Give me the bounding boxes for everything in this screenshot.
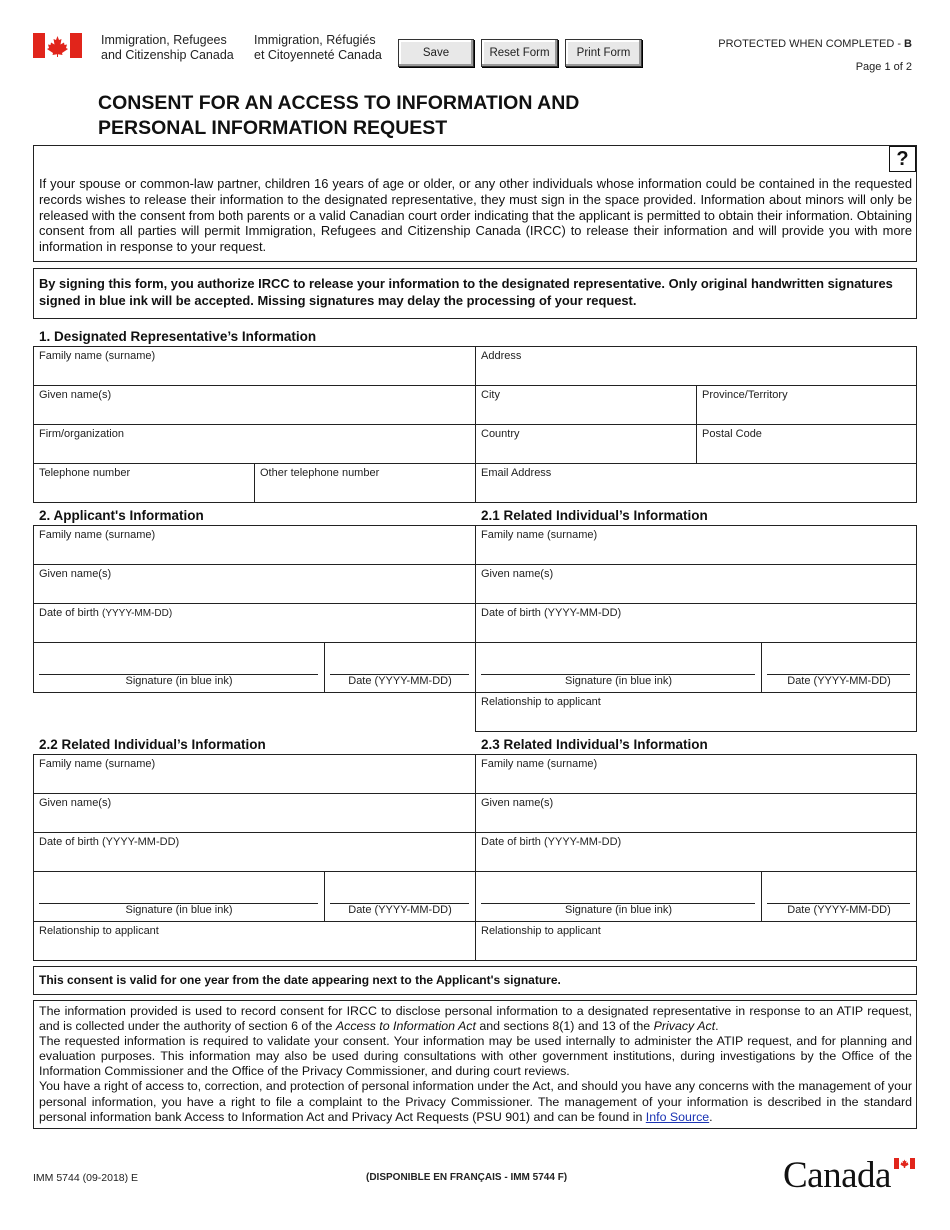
field-label: Telephone number: [39, 467, 131, 479]
department-name-english: [101, 33, 234, 63]
field-label: Province/Territory: [702, 389, 788, 401]
field-label: Date (YYYY-MM-DD): [787, 904, 891, 916]
privacy-text: The information provided is used to record consent for IRCC to disclose personal information to a designated representative in response to an ATIP request, and is collected under the authority of section 6 of the: [39, 1004, 912, 1034]
applicant-signature-date-field[interactable]: [324, 642, 476, 693]
field-label: Given name(s): [481, 568, 554, 580]
rep-city-input[interactable]: [480, 405, 692, 421]
validity-text: This consent is valid for one year from the date appearing next to the Applicant's signature.: [39, 973, 561, 987]
dob-label: Date of birth: [39, 607, 99, 619]
department-name-french: [254, 33, 382, 63]
applicant-signature-field[interactable]: [33, 642, 325, 693]
field-label: Date (YYYY-MM-DD): [787, 675, 891, 687]
act-name: Privacy Act: [653, 1019, 716, 1034]
field-label: Postal Code: [702, 428, 762, 440]
privacy-paragraph-1: [39, 1004, 912, 1034]
field-label: Family name (surname): [481, 758, 598, 770]
rep-given-names-input[interactable]: [38, 405, 471, 421]
rel1-signature-date-field[interactable]: [761, 642, 917, 693]
field-label: Family name (surname): [39, 350, 156, 362]
field-label: Family name (surname): [39, 758, 156, 770]
form-code: IMM 5744 (09-2018) E: [33, 1172, 139, 1184]
field-label: City: [481, 389, 500, 401]
applicant-given-names-input[interactable]: [38, 584, 471, 600]
rel3-signature-date-field[interactable]: [761, 871, 917, 922]
rep-email-input[interactable]: [480, 483, 912, 499]
protected-level: B: [904, 38, 912, 50]
dept-en-line1: Immigration, Refugees: [101, 33, 227, 47]
field-label: Date of birth (YYYY-MM-DD): [481, 836, 622, 848]
rep-postal-code-field[interactable]: [696, 424, 917, 464]
help-button[interactable]: ?: [889, 146, 916, 172]
rep-country-field[interactable]: [475, 424, 697, 464]
field-label: Firm/organization: [39, 428, 124, 440]
rel3-given-names-input[interactable]: [480, 813, 912, 829]
canada-flag-logo: [33, 33, 82, 58]
privacy-text: .: [715, 1019, 719, 1034]
rep-address-input[interactable]: [480, 366, 912, 382]
field-label: Other telephone number: [260, 467, 380, 479]
rep-family-name-input[interactable]: [38, 366, 471, 382]
rep-telephone-input[interactable]: [38, 483, 250, 499]
applicant-dob-field[interactable]: [33, 603, 476, 643]
rel1-family-name-field[interactable]: [475, 525, 917, 565]
field-label: Date (YYYY-MM-DD): [348, 904, 452, 916]
field-label: Country: [481, 428, 520, 440]
rel2-given-names-field[interactable]: [33, 793, 476, 833]
field-label: Signature (in blue ink): [125, 904, 233, 916]
field-label: Date of birth (YYYY-MM-DD): [481, 607, 622, 619]
rel1-family-name-input[interactable]: [480, 545, 912, 561]
wordmark-flag-icon: [894, 1158, 915, 1169]
applicant-dob-input[interactable]: [38, 623, 471, 639]
rep-city-field[interactable]: [475, 385, 697, 425]
rel3-dob-input[interactable]: [480, 852, 912, 868]
applicant-given-names-field[interactable]: [33, 564, 476, 604]
privacy-text: You have a right of access to, correction, and protection of personal information under the Act, and should you have any concerns with the management of your personal information, you have a right to file a complaint to the Privacy Commissioner. The management of your information is described in the standard personal information bank Access to Information Act and Privacy Act Requests (PSU 901) and can be found in: [39, 1079, 912, 1124]
form-title-line1: CONSENT FOR AN ACCESS TO INFORMATION AND: [98, 92, 580, 114]
field-label: Signature (in blue ink): [564, 675, 672, 687]
rep-email-field[interactable]: [475, 463, 917, 503]
reset-form-button[interactable]: Reset Form: [481, 39, 558, 67]
privacy-text: .: [709, 1109, 713, 1124]
rel2-family-name-input[interactable]: [38, 774, 471, 790]
protected-label: PROTECTED WHEN COMPLETED -: [718, 38, 905, 50]
field-label: Given name(s): [39, 797, 112, 809]
rep-family-name-field[interactable]: [33, 346, 476, 386]
rel3-signature-field[interactable]: [475, 871, 762, 922]
rel1-given-names-field[interactable]: [475, 564, 917, 604]
rel1-given-names-input[interactable]: [480, 584, 912, 600]
section1-heading: 1. Designated Representative’s Information: [39, 329, 317, 344]
field-label: Signature (in blue ink): [564, 904, 672, 916]
rel3-family-name-input[interactable]: [480, 774, 912, 790]
rel3-family-name-field[interactable]: [475, 754, 917, 794]
intro-text: If your spouse or common-law partner, children 16 years of age or older, or any other individuals whose information could be contained in the requested records wishes to release their information to the designated representative, they must sign in the space provided. Information about minors will only be released with the consent from both parents or a valid Canadian court order indicating that the applicant is permitted to obtain their information. Obtaining consent from all parties will permit Immigration, Refugees and Citizenship Canada (IRCC) to release their information and will provide you with more information in response to your request.: [39, 176, 912, 255]
rel2-signature-date-field[interactable]: [324, 871, 476, 922]
dob-format-label: (YYYY-MM-DD): [101, 608, 173, 619]
rel1-relationship-input[interactable]: [480, 712, 912, 728]
rel1-relationship-field[interactable]: [475, 692, 917, 732]
dept-fr-line1: Immigration, Réfugiés: [254, 33, 376, 47]
rep-given-names-field[interactable]: [33, 385, 476, 425]
save-button[interactable]: Save: [398, 39, 474, 67]
applicant-family-name-field[interactable]: [33, 525, 476, 565]
rel2-relationship-field[interactable]: [33, 921, 476, 961]
field-label: Signature (in blue ink): [125, 675, 233, 687]
rep-other-telephone-input[interactable]: [259, 483, 471, 499]
print-form-button[interactable]: Print Form: [565, 39, 642, 67]
section22-heading: 2.2 Related Individual’s Information: [39, 737, 266, 752]
form-title: [98, 91, 579, 141]
field-label: Email Address: [481, 467, 552, 479]
rep-firm-input[interactable]: [38, 444, 471, 460]
rel1-signature-field[interactable]: [475, 642, 762, 693]
section23-heading: 2.3 Related Individual’s Information: [481, 737, 708, 752]
rep-postal-code-input[interactable]: [701, 444, 912, 460]
rel1-dob-input[interactable]: [480, 623, 912, 639]
field-label: Given name(s): [39, 389, 112, 401]
field-label: [39, 607, 172, 619]
applicant-family-name-input[interactable]: [38, 545, 471, 561]
rel3-dob-field[interactable]: [475, 832, 917, 872]
field-label: Relationship to applicant: [39, 925, 159, 937]
dept-en-line2: and Citizenship Canada: [101, 48, 234, 62]
field-label: Relationship to applicant: [481, 925, 601, 937]
protected-notice: [718, 38, 912, 50]
rel2-family-name-field[interactable]: [33, 754, 476, 794]
field-label: Given name(s): [39, 568, 112, 580]
rep-other-telephone-field[interactable]: [254, 463, 476, 503]
field-label: Relationship to applicant: [481, 696, 601, 708]
info-source-link[interactable]: Info Source: [645, 1109, 710, 1124]
rep-address-field[interactable]: [475, 346, 917, 386]
privacy-paragraph-2: The requested information is required to validate your consent. Your information may be used internally to administer the ATIP request, and for planning and evaluation purposes. This information may also be used during consultations with other government institutions, during investigations by the Office of the Information Commissioner and the Office of the Privacy Commissioner, and during court reviews.: [39, 1034, 912, 1079]
rel2-relationship-input[interactable]: [38, 941, 471, 957]
rep-country-input[interactable]: [480, 444, 692, 460]
dept-fr-line2: et Citoyenneté Canada: [254, 48, 382, 62]
rel3-relationship-field[interactable]: [475, 921, 917, 961]
rel2-dob-input[interactable]: [38, 852, 471, 868]
field-label: Date of birth (YYYY-MM-DD): [39, 836, 180, 848]
field-label: Family name (surname): [39, 529, 156, 541]
authorization-text: By signing this form, you authorize IRCC to release your information to the designated representative. Only original handwritten signatures signed in blue ink will be accepted. Missing signatures may delay the processing of your request.: [39, 276, 893, 308]
rep-telephone-field[interactable]: [33, 463, 255, 503]
privacy-notice: [39, 1004, 912, 1125]
field-label: Family name (surname): [481, 529, 598, 541]
rep-province-input[interactable]: [701, 405, 912, 421]
field-label: Date (YYYY-MM-DD): [348, 675, 452, 687]
french-availability: (DISPONIBLE EN FRANÇAIS - IMM 5744 F): [366, 1172, 568, 1183]
privacy-text: and sections 8(1) and 13 of the: [475, 1019, 654, 1034]
rel3-relationship-input[interactable]: [480, 941, 912, 957]
rel2-given-names-input[interactable]: [38, 813, 471, 829]
rep-firm-field[interactable]: [33, 424, 476, 464]
privacy-paragraph-3: [39, 1079, 912, 1124]
field-label: Address: [481, 350, 522, 362]
section2-heading: 2. Applicant's Information: [39, 508, 204, 523]
form-title-line2: PERSONAL INFORMATION REQUEST: [98, 117, 448, 139]
section21-heading: 2.1 Related Individual’s Information: [481, 508, 708, 523]
page-number: Page 1 of 2: [855, 61, 912, 73]
rel2-signature-field[interactable]: [33, 871, 325, 922]
rel3-given-names-field[interactable]: [475, 793, 917, 833]
rel2-dob-field[interactable]: [33, 832, 476, 872]
act-name: Access to Information Act: [335, 1019, 476, 1034]
rel1-dob-field[interactable]: [475, 603, 917, 643]
rep-province-field[interactable]: [696, 385, 917, 425]
canada-wordmark: Canada: [783, 1155, 891, 1196]
field-label: Given name(s): [481, 797, 554, 809]
